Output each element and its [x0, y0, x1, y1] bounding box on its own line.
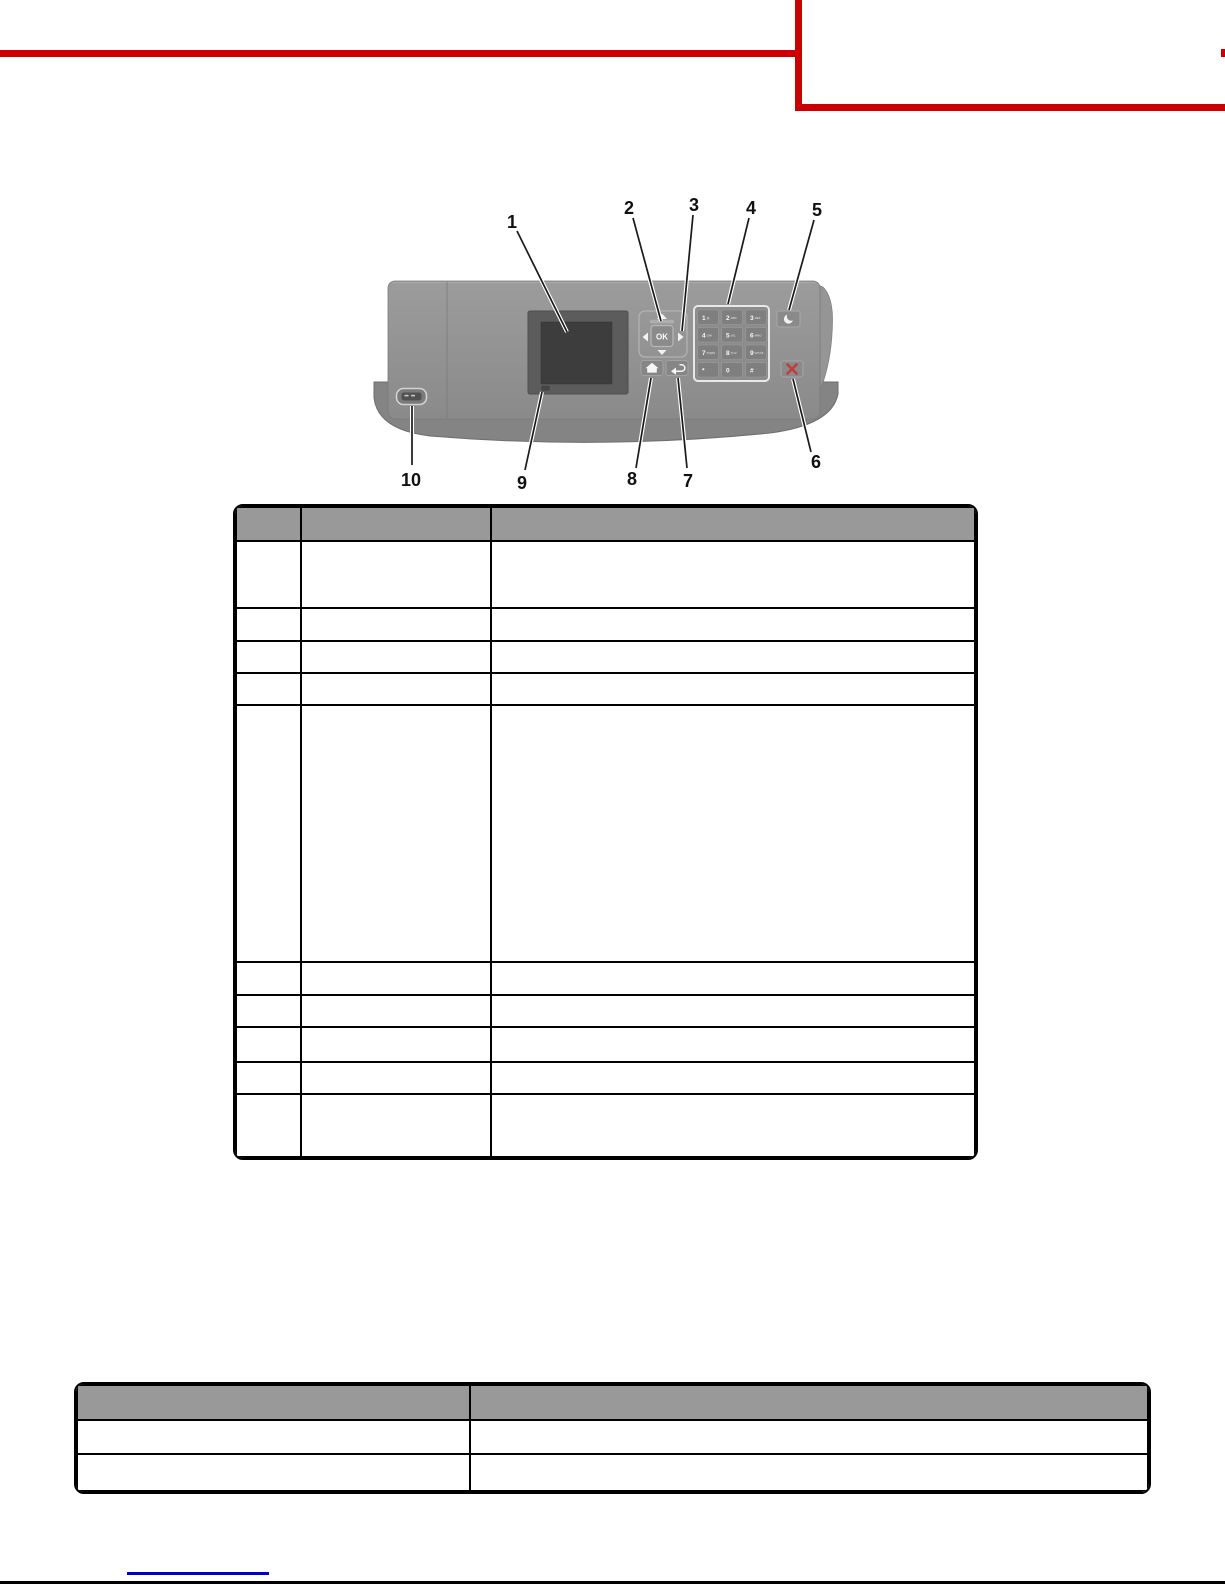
header-rule-left [0, 50, 795, 57]
parts-table-cell [236, 641, 301, 673]
parts-table-cell [301, 1062, 491, 1094]
parts-table-row [236, 608, 975, 641]
parts-table-row [236, 673, 975, 705]
parts-table-cell [491, 608, 975, 641]
parts-table-cell [491, 673, 975, 705]
ok-button-label: OK [656, 332, 668, 342]
parts-table-cell [301, 962, 491, 995]
secondary-table-row [77, 1420, 1148, 1454]
parts-table-cell [301, 641, 491, 673]
secondary-table-row [77, 1454, 1148, 1491]
parts-table-cell [491, 1094, 975, 1157]
parts-table-cell [236, 1027, 301, 1062]
parts-table-row [236, 541, 975, 608]
keypad [694, 306, 769, 381]
indicator-light [541, 386, 550, 392]
parts-table-cell [236, 608, 301, 641]
printer-control-panel-illustration [370, 190, 845, 500]
callout-9: 9 [516, 473, 528, 493]
parts-table-cell [301, 995, 491, 1027]
keypad-key-label: 3DEF [750, 315, 761, 323]
parts-table-row [236, 1062, 975, 1094]
keypad-key-label: 7PQRS [702, 350, 716, 358]
parts-table-cell [491, 541, 975, 608]
keypad-key-label: # [750, 367, 754, 375]
parts-table-cell [236, 1062, 301, 1094]
back-button [666, 361, 688, 376]
parts-table-cell [301, 1027, 491, 1062]
header-rule-right [795, 104, 1225, 111]
home-button [641, 361, 663, 376]
callout-10: 10 [400, 470, 422, 490]
parts-table-cell [491, 1027, 975, 1062]
keypad-key-label: 1@ [702, 315, 710, 323]
usb-port [397, 389, 427, 405]
hyperlink-underline[interactable] [127, 1572, 269, 1575]
secondary-table-cell [470, 1454, 1148, 1491]
callout-1: 1 [506, 212, 518, 232]
sleep-button [777, 311, 800, 327]
parts-table-cell [491, 705, 975, 962]
keypad-key-label: 2ABC [726, 315, 737, 323]
parts-table-row [236, 962, 975, 995]
parts-table-cell [301, 541, 491, 608]
secondary-table-cell [77, 1454, 470, 1491]
display-screen [541, 322, 612, 384]
keypad-key-label: 9WXYZ [750, 350, 764, 358]
parts-table-cell [236, 962, 301, 995]
secondary-table-cell [77, 1420, 470, 1454]
parts-table-cell [301, 608, 491, 641]
secondary-table-column-header [77, 1385, 470, 1420]
secondary-table-cell [470, 1420, 1148, 1454]
parts-table-cell [236, 705, 301, 962]
parts-table-cell [301, 673, 491, 705]
callout-8: 8 [626, 469, 638, 489]
callout-2: 2 [623, 198, 635, 218]
callout-7: 7 [682, 471, 694, 491]
secondary-table-column-header [470, 1385, 1148, 1420]
keypad-key-label: 4GHI [702, 332, 712, 340]
parts-table-column-header [301, 507, 491, 541]
keypad-key-0 [722, 363, 743, 378]
parts-table-cell [491, 995, 975, 1027]
callout-4: 4 [745, 198, 757, 218]
page-footer-rule [0, 1581, 1225, 1584]
parts-table-column-header [236, 507, 301, 541]
secondary-table [74, 1382, 1151, 1494]
parts-table-cell [491, 641, 975, 673]
keypad-key-label: 8TUV [726, 350, 737, 358]
keypad-key-label: 5JKL [726, 332, 736, 340]
stop-button [781, 361, 803, 377]
parts-table-cell [236, 541, 301, 608]
keypad-key-# [746, 363, 767, 378]
parts-table-cell [491, 962, 975, 995]
keypad-key-label: 6MNO [750, 332, 762, 340]
parts-table-cell [491, 1062, 975, 1094]
parts-table-row [236, 1094, 975, 1157]
callout-6: 6 [810, 452, 822, 472]
callout-5: 5 [811, 200, 823, 220]
header-rule-edge-mark [1221, 49, 1225, 57]
parts-table-cell [301, 1094, 491, 1157]
parts-table [233, 504, 978, 1160]
keypad-key-label: 0 [726, 367, 730, 375]
parts-table-row [236, 641, 975, 673]
parts-table-cell [236, 995, 301, 1027]
callout-3: 3 [688, 195, 700, 215]
keypad-key-label: * [702, 367, 705, 375]
parts-table-cell [236, 1094, 301, 1157]
parts-table-row [236, 1027, 975, 1062]
parts-table-cell [236, 673, 301, 705]
keypad-key-* [698, 363, 719, 378]
parts-table-cell [301, 705, 491, 962]
parts-table-row [236, 705, 975, 962]
parts-table-column-header [491, 507, 975, 541]
parts-table-row [236, 995, 975, 1027]
header-rule-vertical [795, 0, 802, 111]
